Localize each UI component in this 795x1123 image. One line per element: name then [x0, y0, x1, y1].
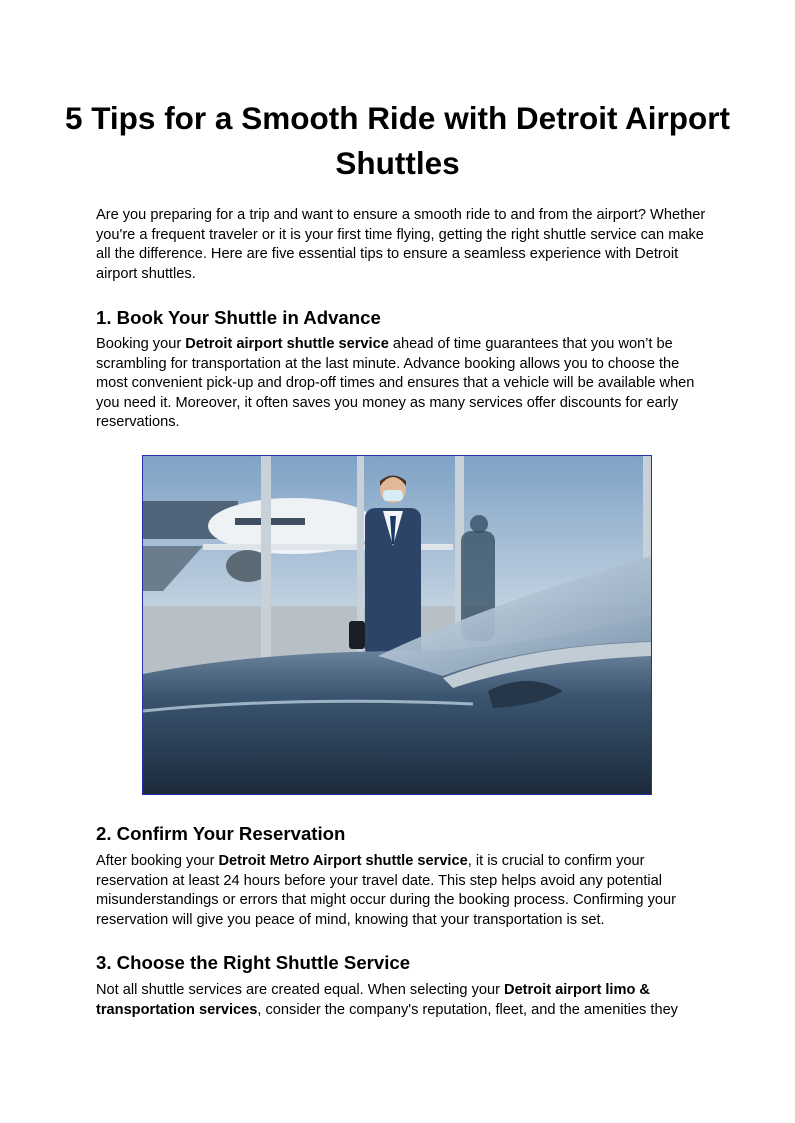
section-1-paragraph: Booking your Detroit airport shuttle service ahead of time guarantees that you won’t be scrambling for transportation at the last minute. Advance booking allows you to choose the most convenient pick-up and drop-off times and ensures that a vehicle will be available when you need it. Moreover, it often saves you money as many services offer discounts for early reservations.: [96, 336, 695, 431]
section-1-keyword: Detroit airport shuttle service: [185, 336, 389, 352]
section-1-heading: 1. Book Your Shuttle in Advance: [96, 307, 381, 328]
section-3-paragraph: Not all shuttle services are created equal. When selecting your Detroit airport limo & transportation services, consider the company's reputation, fleet, and the amenities they: [96, 982, 678, 1018]
section-2-paragraph: After booking your Detroit Metro Airport shuttle service, it is crucial to confirm your reservation at least 24 hours before your travel date. This step helps avoid any potential misunderstandings or errors that might occur during the booking process. Confirming your reservation will give you peace of mind, knowing that your transportation is set.: [96, 853, 676, 928]
section-2-heading: 2. Confirm Your Reservation: [96, 823, 346, 844]
page-title: 5 Tips for a Smooth Ride with Detroit Airport Shuttles: [64, 100, 731, 181]
intro-paragraph: Are you preparing for a trip and want to ensure a smooth ride to and from the airport? Whether you're a frequent traveler or it is your first time flying, getting the right shuttle service can make all the difference. Here are five essential tips to ensure a seamless experience with Detroit airport shuttles.: [96, 207, 706, 282]
section-3-keyword: Detroit airport limo & transportation services: [96, 982, 650, 1018]
section-3-heading: 3. Choose the Right Shuttle Service: [96, 952, 411, 973]
traveler-airport-photo: [142, 455, 652, 795]
section-2-keyword: Detroit Metro Airport shuttle service: [218, 853, 468, 869]
